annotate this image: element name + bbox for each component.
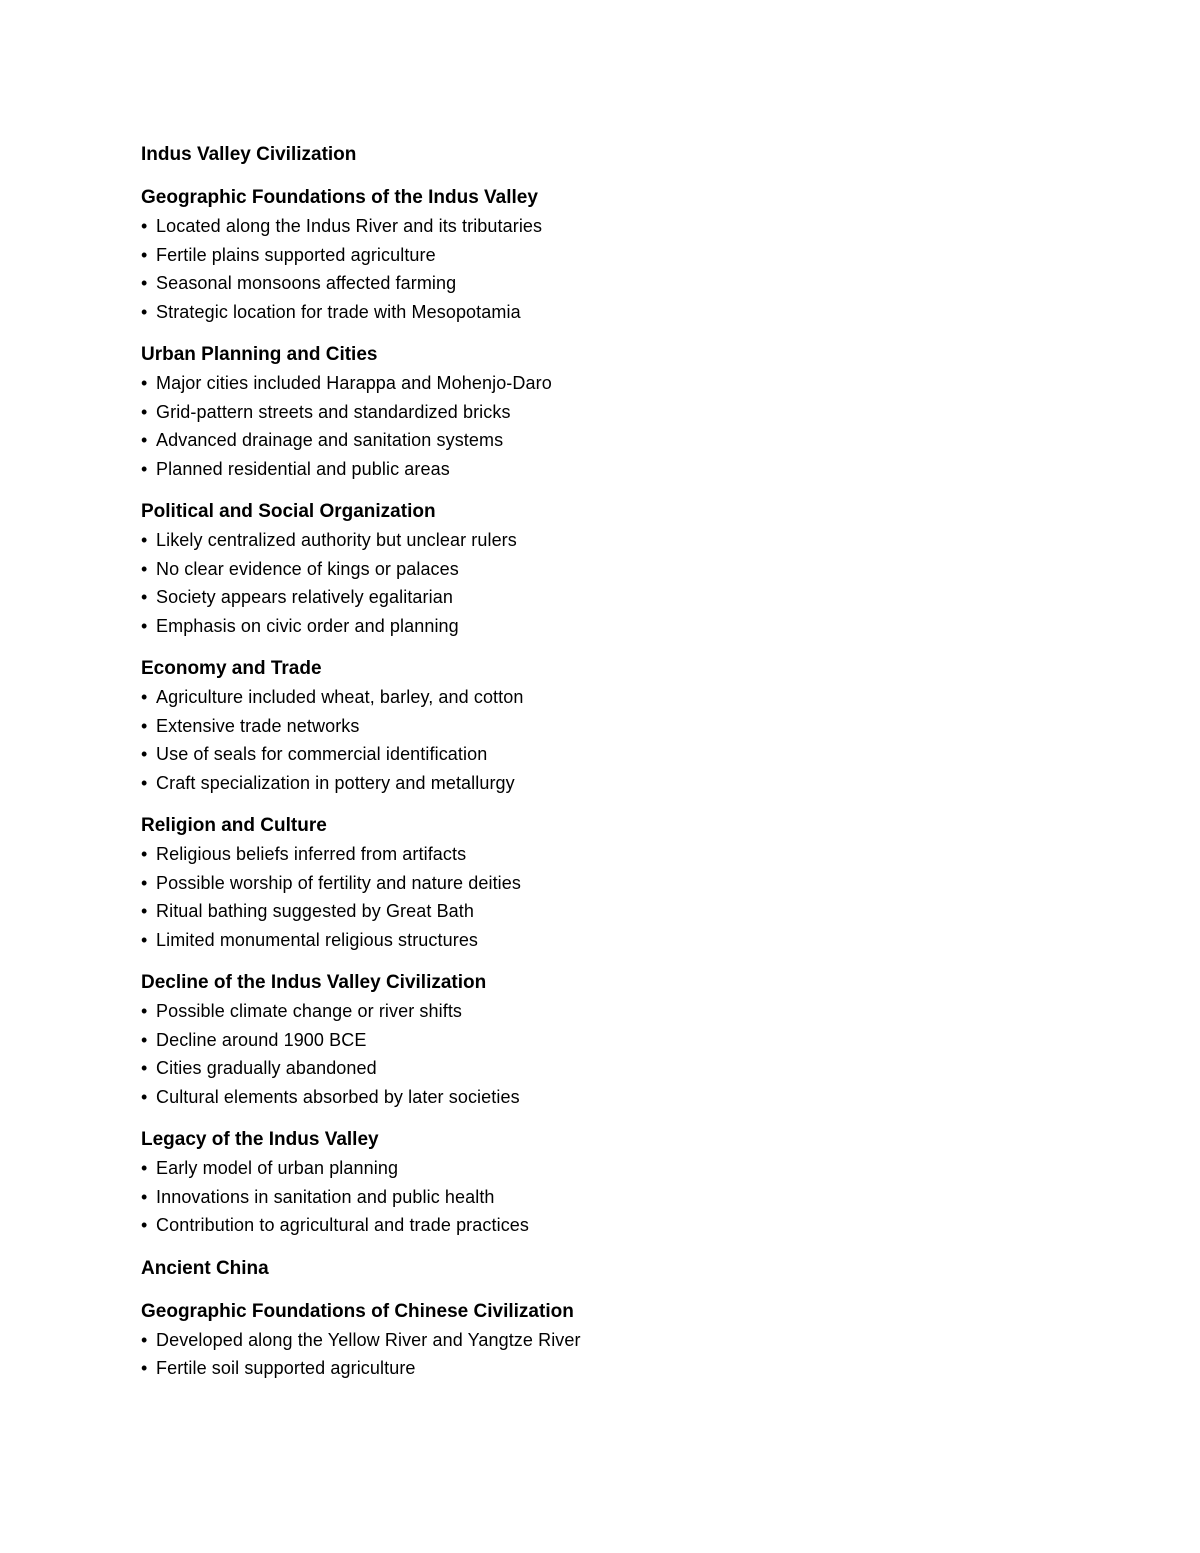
bullet-text: Use of seals for commercial identification [156, 744, 488, 764]
bullet-icon: • [141, 1086, 148, 1107]
bullet-icon: • [141, 530, 148, 550]
bullet-icon: • [141, 273, 148, 293]
section-heading: Urban Planning and Cities [141, 344, 378, 365]
bullet-icon: • [141, 401, 148, 422]
section-heading: Political and Social Organization [141, 501, 436, 522]
bullet-text: Major cities included Harappa and Mohenjo-Daro [156, 373, 552, 393]
bullet-text: Planned residential and public areas [156, 458, 450, 479]
bullet-icon: • [141, 1358, 148, 1378]
bullet-text: Craft specialization in pottery and metallurgy [156, 772, 515, 793]
bullet-item [141, 869, 1091, 898]
bullet-text: Advanced drainage and sanitation systems [156, 430, 504, 450]
bullet-text: No clear evidence of kings or palaces [156, 558, 459, 579]
section-heading: Economy and Trade [141, 658, 322, 679]
bullet-item [141, 583, 1091, 612]
bullet-item [141, 740, 1091, 769]
bullet-icon: • [141, 1058, 148, 1078]
bullet-item [141, 683, 1091, 712]
bullet-text: Located along the Indus River and its tributaries [156, 216, 543, 236]
bullet-text: Early model of urban planning [156, 1158, 399, 1178]
section [141, 812, 1091, 954]
section [141, 341, 1091, 483]
bullet-text: Fertile soil supported agriculture [156, 1358, 416, 1378]
bullet-text: Emphasis on civic order and planning [156, 615, 459, 636]
bullet-text: Contribution to agricultural and trade practices [156, 1215, 529, 1235]
bullet-icon: • [141, 1158, 148, 1178]
title-block-china [141, 1255, 1091, 1283]
bullet-icon: • [141, 373, 148, 393]
bullet-text: Strategic location for trade with Mesopotamia [156, 301, 521, 322]
bullet-item [141, 1054, 1091, 1083]
bullet-text: Cultural elements absorbed by later societies [156, 1086, 520, 1107]
bullet-item [141, 997, 1091, 1026]
bullet-icon: • [141, 244, 148, 265]
bullet-item [141, 1154, 1091, 1183]
bullet-text: Agriculture included wheat, barley, and cotton [156, 687, 524, 707]
section-heading: Legacy of the Indus Valley [141, 1129, 379, 1150]
indus-sections [141, 184, 1091, 1240]
bullet-item [141, 926, 1091, 955]
section-heading: Geographic Foundations of Chinese Civilization [141, 1300, 574, 1322]
bullet-text: Seasonal monsoons affected farming [156, 273, 457, 293]
document-title-china: Ancient China [141, 1257, 269, 1279]
bullet-icon: • [141, 301, 148, 322]
bullet-item [141, 897, 1091, 926]
bullet-text: Innovations in sanitation and public health [156, 1186, 495, 1207]
bullet-list [141, 997, 1091, 1111]
bullet-list [141, 212, 1091, 326]
bullet-item [141, 369, 1091, 398]
bullet-text: Grid-pattern streets and standardized bricks [156, 401, 511, 422]
bullet-icon: • [141, 929, 148, 950]
bullet-item [141, 612, 1091, 641]
bullet-icon: • [141, 872, 148, 893]
bullet-icon: • [141, 744, 148, 764]
bullet-item [141, 298, 1091, 327]
bullet-text: Religious beliefs inferred from artifacts [156, 844, 467, 864]
bullet-icon: • [141, 216, 148, 236]
bullet-text: Cities gradually abandoned [156, 1058, 377, 1078]
bullet-item [141, 769, 1091, 798]
bullet-item [141, 1026, 1091, 1055]
section-heading: Religion and Culture [141, 815, 327, 836]
bullet-list [141, 369, 1091, 483]
bullet-item [141, 1183, 1091, 1212]
bullet-icon: • [141, 772, 148, 793]
bullet-icon: • [141, 1001, 148, 1021]
bullet-icon: • [141, 901, 148, 921]
bullet-item [141, 840, 1091, 869]
bullet-text: Limited monumental religious structures [156, 929, 479, 950]
bullet-text: Extensive trade networks [156, 715, 360, 736]
bullet-item [141, 269, 1091, 298]
bullet-item [141, 526, 1091, 555]
bullet-text: Ritual bathing suggested by Great Bath [156, 901, 474, 921]
section [141, 184, 1091, 326]
bullet-text: Possible worship of fertility and nature deities [156, 872, 521, 893]
bullet-icon: • [141, 715, 148, 736]
bullet-item [141, 426, 1091, 455]
section [141, 1126, 1091, 1240]
bullet-text: Decline around 1900 BCE [156, 1029, 367, 1050]
section-heading: Geographic Foundations of the Indus Valley [141, 187, 538, 208]
china-sections [141, 1298, 1091, 1383]
bullet-item [141, 398, 1091, 427]
bullet-item [141, 455, 1091, 484]
bullet-item [141, 241, 1091, 270]
bullet-list [141, 1154, 1091, 1240]
section [141, 655, 1091, 797]
bullet-list [141, 526, 1091, 640]
document-title-indus: Indus Valley Civilization [141, 144, 357, 165]
bullet-list [141, 683, 1091, 797]
bullet-icon: • [141, 558, 148, 579]
section [141, 498, 1091, 640]
bullet-icon: • [141, 587, 148, 607]
bullet-text: Likely centralized authority but unclear rulers [156, 530, 517, 550]
bullet-item [141, 1083, 1091, 1112]
bullet-item [141, 1354, 1091, 1383]
bullet-item [141, 712, 1091, 741]
bullet-text: Developed along the Yellow River and Yangtze River [156, 1329, 581, 1350]
bullet-icon: • [141, 844, 148, 864]
section [141, 1298, 1091, 1383]
bullet-item [141, 1211, 1091, 1240]
bullet-icon: • [141, 615, 148, 636]
bullet-icon: • [141, 687, 148, 707]
section-heading: Decline of the Indus Valley Civilization [141, 972, 487, 993]
bullet-icon: • [141, 1215, 148, 1235]
bullet-item [141, 1326, 1091, 1355]
bullet-list [141, 1326, 1091, 1383]
section [141, 969, 1091, 1111]
bullet-icon: • [141, 1029, 148, 1050]
bullet-icon: • [141, 1186, 148, 1207]
document-body [141, 141, 1091, 1398]
bullet-item [141, 212, 1091, 241]
bullet-list [141, 840, 1091, 954]
bullet-text: Possible climate change or river shifts [156, 1001, 463, 1021]
bullet-icon: • [141, 1329, 148, 1350]
bullet-icon: • [141, 458, 148, 479]
bullet-text: Fertile plains supported agriculture [156, 244, 436, 265]
bullet-item [141, 555, 1091, 584]
bullet-text: Society appears relatively egalitarian [156, 587, 453, 607]
bullet-icon: • [141, 430, 148, 450]
title-block-indus [141, 141, 1091, 169]
